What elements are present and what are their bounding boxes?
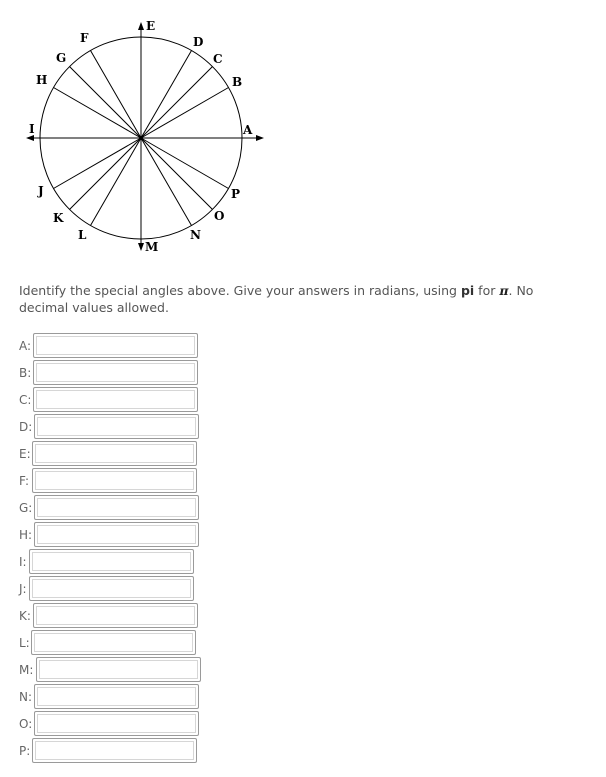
answer-label-f: F: <box>19 474 30 488</box>
answer-label-b: B: <box>19 366 32 380</box>
answer-input-c[interactable] <box>33 387 198 412</box>
answer-label-g: G: <box>19 501 33 515</box>
point-label-g: G <box>56 51 67 65</box>
answer-label-p: P: <box>19 744 31 758</box>
point-label-b: B <box>232 75 243 89</box>
answer-input-i[interactable] <box>29 549 194 574</box>
answer-input-d[interactable] <box>34 414 199 439</box>
instructions-text-start: Identify the special angles above. Give your answers in radians, using <box>19 283 461 298</box>
point-label-p: P <box>231 187 241 201</box>
answer-label-o: O: <box>19 717 33 731</box>
point-label-c: C <box>213 52 223 66</box>
point-label-i: I <box>29 122 35 136</box>
point-label-f: F <box>80 31 89 45</box>
unit-circle-figure <box>23 13 271 260</box>
answer-label-l: L: <box>19 636 30 650</box>
answer-input-f[interactable] <box>32 468 197 493</box>
point-label-n: N <box>190 228 201 242</box>
answer-label-j: J: <box>19 582 27 596</box>
instructions-text-end: . No decimal values allowed. <box>19 283 534 315</box>
answer-input-e[interactable] <box>32 441 197 466</box>
point-label-a: A <box>243 123 253 137</box>
point-label-e: E <box>146 19 156 33</box>
answer-input-p[interactable] <box>32 738 197 763</box>
answer-input-l[interactable] <box>31 630 196 655</box>
answer-label-d: D: <box>19 420 33 434</box>
answer-label-e: E: <box>19 447 31 461</box>
answer-input-m[interactable] <box>36 657 201 682</box>
point-label-k: K <box>53 211 64 225</box>
answer-label-h: H: <box>19 528 33 542</box>
instructions-bold-pi: pi <box>460 283 475 298</box>
point-label-l: L <box>78 228 87 242</box>
answer-input-g[interactable] <box>34 495 199 520</box>
answer-input-b[interactable] <box>33 360 198 385</box>
point-label-h: H <box>36 73 48 87</box>
answer-label-c: C: <box>19 393 32 407</box>
pi-symbol: π <box>499 283 509 298</box>
answer-input-h[interactable] <box>34 522 199 547</box>
answer-input-o[interactable] <box>34 711 199 736</box>
answer-input-k[interactable] <box>33 603 198 628</box>
answer-input-j[interactable] <box>29 576 194 601</box>
answer-input-n[interactable] <box>34 684 199 709</box>
answer-label-a: A: <box>19 339 32 353</box>
question-instructions <box>19 282 579 316</box>
answer-input-a[interactable] <box>33 333 198 358</box>
answer-label-i: I: <box>19 555 27 569</box>
point-label-o: O <box>214 209 225 223</box>
point-label-d: D <box>193 35 204 49</box>
answer-label-k: K: <box>19 609 31 623</box>
point-label-j: J <box>38 184 44 198</box>
instructions-text-middle: for <box>474 283 500 298</box>
unit-circle-diagram <box>23 13 271 260</box>
answer-label-m: M: <box>19 663 34 677</box>
answer-label-n: N: <box>19 690 33 704</box>
point-label-m: M <box>145 240 159 254</box>
